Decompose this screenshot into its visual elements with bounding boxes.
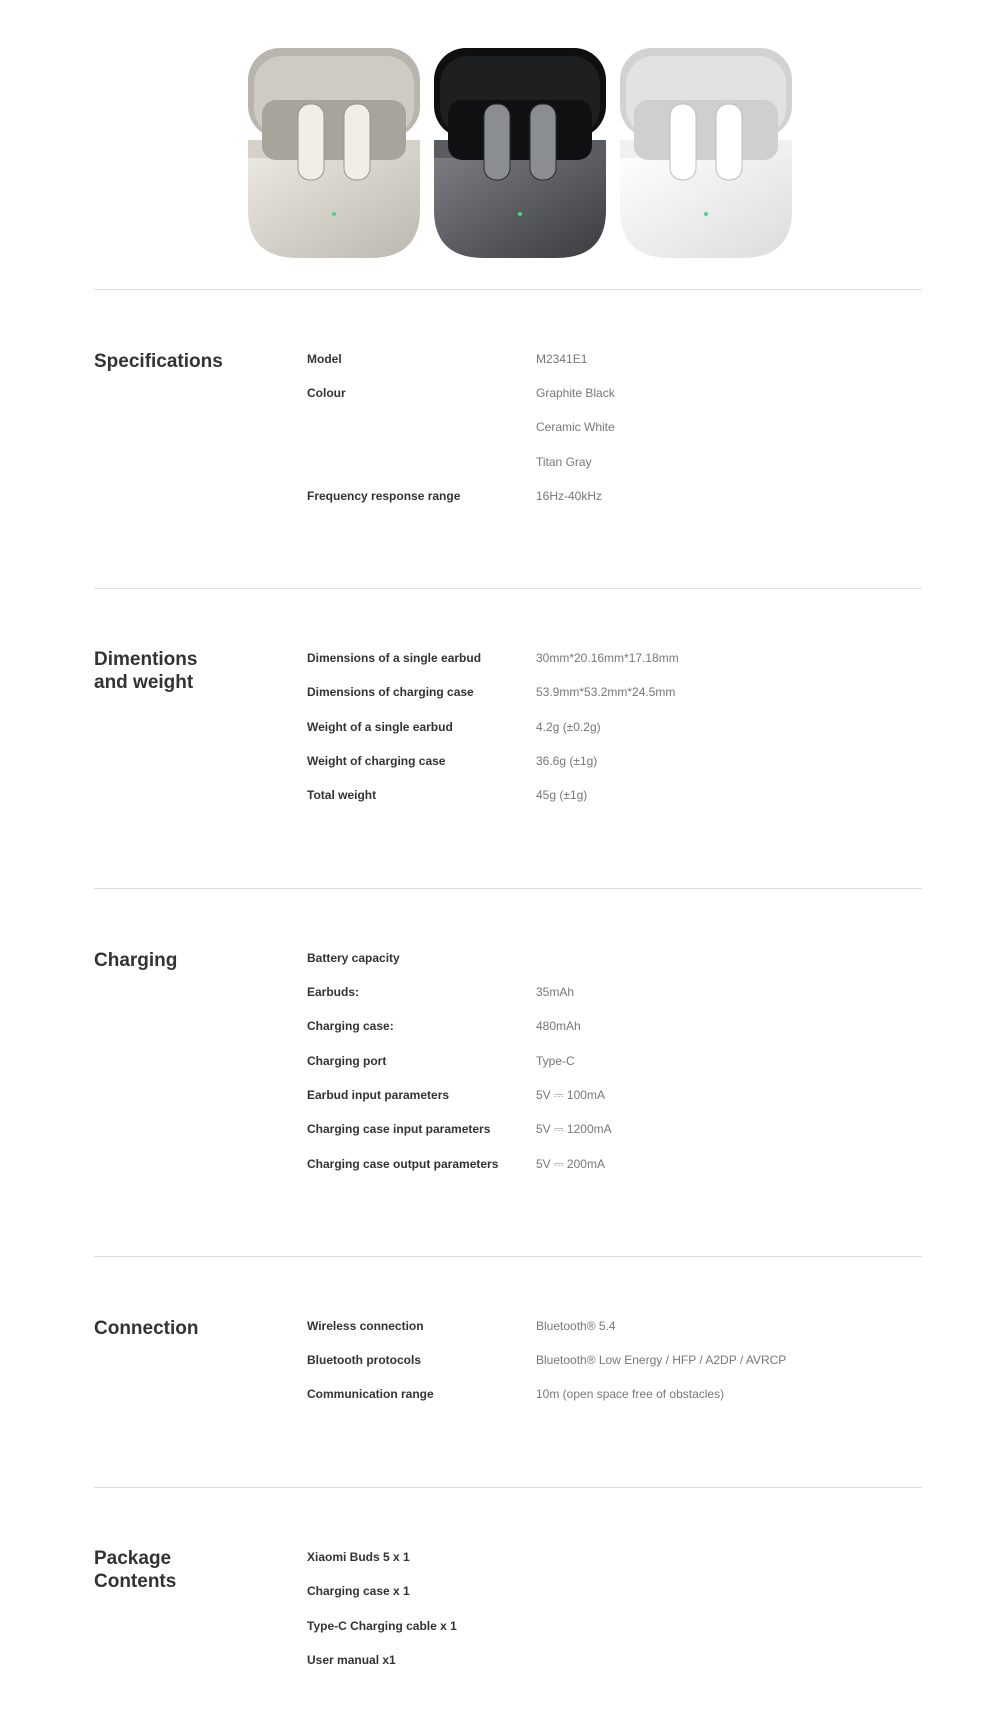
charge-value-case-output: 5V ⎓ 200mA	[536, 1157, 605, 1171]
divider	[94, 888, 922, 889]
spec-value-colour-3: Titan Gray	[536, 455, 592, 469]
charge-label-battery: Battery capacity	[307, 951, 400, 965]
charge-label-earbud-input: Earbud input parameters	[307, 1088, 450, 1102]
spec-value-model: M2341E1	[536, 352, 588, 366]
divider	[94, 588, 922, 589]
dim-value-earbud: 30mm*20.16mm*17.18mm	[536, 651, 679, 665]
section-title-package	[94, 1547, 294, 1593]
dim-value-case-weight: 36.6g (±1g)	[536, 754, 598, 768]
package-item: Xiaomi Buds 5 x 1	[307, 1550, 410, 1564]
dim-value-case: 53.9mm*53.2mm*24.5mm	[536, 685, 676, 699]
dim-label-total-weight: Total weight	[307, 788, 377, 802]
conn-value-wireless: Bluetooth® 5.4	[536, 1319, 616, 1333]
divider	[94, 1487, 922, 1488]
charge-label-case-output: Charging case output parameters	[307, 1157, 499, 1171]
section-title-line: Dimentions	[94, 649, 198, 670]
spec-label-colour: Colour	[307, 386, 346, 400]
charge-value-case-input: 5V ⎓ 1200mA	[536, 1122, 612, 1136]
conn-label-protocols: Bluetooth protocols	[307, 1353, 421, 1367]
section-title-line: Contents	[94, 1571, 177, 1592]
spec-value-frequency: 16Hz-40kHz	[536, 489, 603, 503]
package-item: Type-C Charging cable x 1	[307, 1619, 457, 1633]
charge-label-case-input: Charging case input parameters	[307, 1122, 491, 1136]
section-title-specifications: Specifications	[94, 351, 223, 372]
product-hero-image	[0, 0, 1000, 289]
section-title-line: and weight	[94, 672, 194, 693]
dim-value-total-weight: 45g (±1g)	[536, 788, 588, 802]
charge-label-case: Charging case:	[307, 1019, 394, 1033]
dim-value-earbud-weight: 4.2g (±0.2g)	[536, 720, 601, 734]
conn-value-range: 10m (open space free of obstacles)	[536, 1387, 725, 1401]
charge-label-earbuds: Earbuds:	[307, 985, 360, 999]
case-graphite-black	[434, 48, 606, 258]
package-item: User manual x1	[307, 1653, 396, 1667]
section-title-connection: Connection	[94, 1318, 199, 1339]
section-title-charging: Charging	[94, 950, 178, 971]
dim-label-earbud: Dimensions of a single earbud	[307, 651, 482, 665]
spec-value-colour-2: Ceramic White	[536, 420, 615, 434]
divider	[94, 289, 922, 290]
earbuds-cases-illustration	[0, 0, 1000, 289]
spec-label-model: Model	[307, 352, 342, 366]
spec-value-colour-1: Graphite Black	[536, 386, 615, 400]
charge-value-earbud-input: 5V ⎓ 100mA	[536, 1088, 605, 1102]
charge-value-earbuds: 35mAh	[536, 985, 575, 999]
conn-label-range: Communication range	[307, 1387, 434, 1401]
dim-label-case: Dimensions of charging case	[307, 685, 474, 699]
charge-value-case: 480mAh	[536, 1019, 581, 1033]
charge-value-port: Type-C	[536, 1054, 575, 1068]
case-titan-gray	[248, 48, 420, 258]
section-title-dimensions	[94, 648, 294, 694]
spec-label-frequency: Frequency response range	[307, 489, 461, 503]
divider	[94, 1256, 922, 1257]
dim-label-earbud-weight: Weight of a single earbud	[307, 720, 453, 734]
section-title-line: Package	[94, 1548, 172, 1569]
dim-label-case-weight: Weight of charging case	[307, 754, 446, 768]
charge-label-port: Charging port	[307, 1054, 387, 1068]
conn-label-wireless: Wireless connection	[307, 1319, 424, 1333]
conn-value-protocols: Bluetooth® Low Energy / HFP / A2DP / AVRCP	[536, 1353, 787, 1367]
package-item: Charging case x 1	[307, 1584, 410, 1598]
case-ceramic-white	[620, 48, 792, 258]
